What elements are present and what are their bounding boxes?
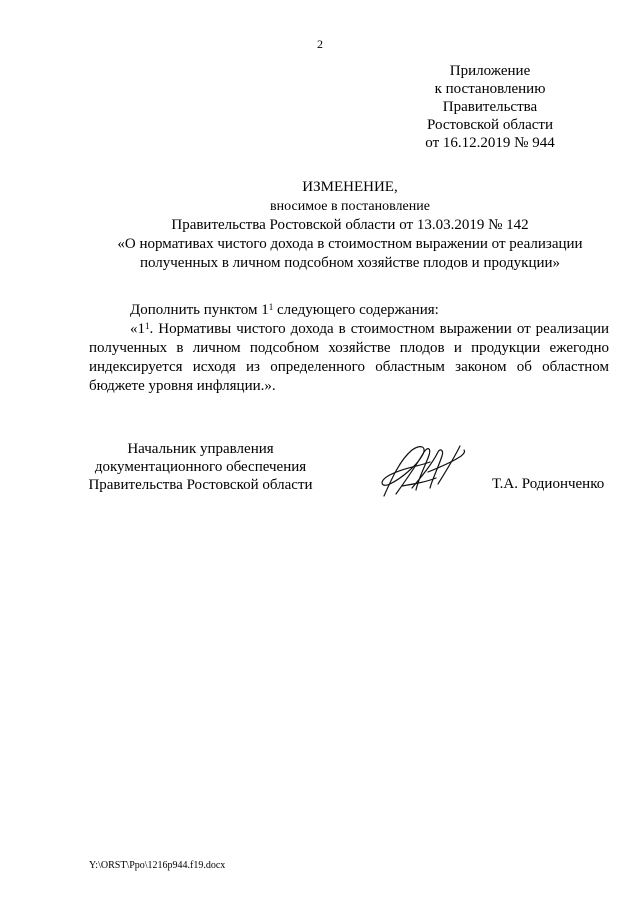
heading-title: ИЗМЕНЕНИЕ, <box>302 179 398 195</box>
heading-line: Правительства Ростовской области от 13.03.2019 № 142 <box>171 217 529 233</box>
paragraph-amendment-line: индексируется исходя из определенного областным законом об областном <box>89 359 609 375</box>
heading-line: «О нормативах чистого дохода в стоимостном выражении от реализации <box>117 236 583 252</box>
heading-line: полученных в личном подсобном хозяйстве плодов и продукции» <box>139 255 561 271</box>
appendix-line: к постановлению <box>434 81 546 97</box>
intro-text-end: следующего содержания: <box>273 302 439 318</box>
amendment-text: . Нормативы чистого дохода в стоимостном выражении от реализации <box>149 321 609 337</box>
signatory-title <box>83 440 318 494</box>
appendix-line: Правительства <box>442 99 538 115</box>
document-heading <box>60 178 640 273</box>
superscript: 1 <box>268 302 274 312</box>
signatory-name: Т.А. Родионченко <box>492 476 605 492</box>
paragraph-intro <box>89 301 609 320</box>
handwritten-signature <box>372 438 472 503</box>
signatory-title-line: документационного обеспечения <box>94 459 307 475</box>
paragraph-amendment-line <box>89 320 609 339</box>
paragraph-amendment-line: полученных в личном подсобном хозяйстве плодов и продукции ежегодно <box>89 340 609 356</box>
intro-text: Дополнить пунктом 1 <box>130 302 269 318</box>
page-number: 2 <box>317 37 323 51</box>
document-body <box>89 301 609 396</box>
file-path-footer: Y:\ORST\Ppo\1216p944.f19.docx <box>89 860 226 871</box>
appendix-line: Приложение <box>449 63 531 79</box>
appendix-line: Ростовской области <box>427 117 553 133</box>
appendix-block <box>380 62 600 152</box>
heading-subtitle: вносимое в постановление <box>270 199 430 214</box>
superscript: 1 <box>145 321 150 331</box>
signatory-title-line: Начальник управления <box>127 441 274 457</box>
amendment-open: «1 <box>130 321 145 337</box>
signatory-title-line: Правительства Ростовской области <box>88 477 313 493</box>
appendix-line: от 16.12.2019 № 944 <box>425 135 555 151</box>
paragraph-amendment-line: бюджете уровня инфляции.». <box>89 378 276 394</box>
